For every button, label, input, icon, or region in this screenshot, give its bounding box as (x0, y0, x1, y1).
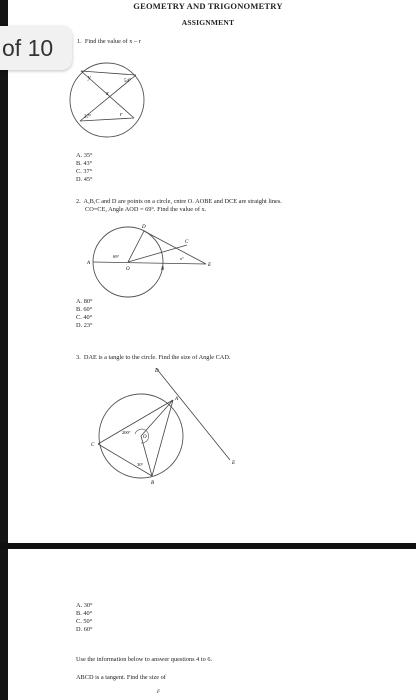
question-4-intro: ABCD is a tangent. Find the size of (76, 674, 166, 681)
question-2-line-1: A,B,C and D are points on a circle, cntre O. AOBE and DCE are straight lines. (83, 198, 282, 205)
info-text: Use the information below to answer questions 4 to 6. (76, 656, 213, 663)
question-2-line-2: CO=CE, Angle AOD = 69°. Find the value of x. (85, 206, 207, 213)
question-3-options (76, 602, 93, 634)
question-3-figure (84, 364, 244, 490)
q1-label-y: y (88, 75, 91, 81)
q1-label-54: 54° (124, 79, 131, 84)
q1-option-d[interactable]: D. 45° (76, 176, 93, 183)
q2-label-c: C (185, 240, 189, 245)
q2-label-o: O (126, 267, 130, 272)
q3-label-a: A (175, 397, 179, 402)
q3-label-c: C (91, 443, 95, 448)
q2-line-od (128, 231, 144, 262)
q1-option-b[interactable]: B. 43° (76, 160, 93, 167)
viewer-left-edge (0, 0, 8, 700)
page-count-label: of 10 (2, 34, 54, 61)
document-title: GEOMETRY AND TRIGONOMETRY (133, 1, 283, 11)
bottom-figure-label: F (157, 690, 161, 695)
question-1-options (76, 152, 93, 184)
q2-label-x: x° (180, 256, 184, 261)
q3-line-ac (98, 400, 173, 444)
q2-label-d: D (142, 225, 146, 230)
q3-label-30: 30° (137, 462, 144, 467)
q3-option-a[interactable]: A. 30° (76, 602, 93, 609)
q1-label-r: r (120, 112, 123, 118)
q3-label-b: B (151, 481, 155, 486)
q2-line-oc (128, 245, 187, 262)
q3-option-c[interactable]: C. 50° (76, 618, 93, 625)
question-2-number: 2. (76, 198, 81, 205)
q3-label-o: O (143, 435, 147, 440)
q2-label-a: A (87, 261, 91, 266)
q2-line-dce (144, 231, 206, 264)
q1-option-a[interactable]: A. 35° (76, 152, 93, 159)
q3-option-d[interactable]: D. 60° (76, 626, 93, 633)
q2-label-e: E (208, 263, 212, 268)
question-1-figure (62, 55, 152, 145)
question-3 (76, 354, 230, 361)
question-2 (76, 198, 406, 213)
question-1-number: 1. (77, 38, 82, 45)
q1-label-x: x (106, 91, 109, 97)
q2-option-b[interactable]: B. 60° (76, 306, 93, 313)
q1-label-37: 37° (84, 115, 91, 120)
question-1 (77, 38, 141, 45)
q2-option-c[interactable]: C. 40° (76, 314, 93, 321)
q1-option-c[interactable]: C. 37° (76, 168, 93, 175)
document-subtitle: ASSIGNMENT (181, 18, 235, 27)
q3-reflex-arc (135, 429, 149, 443)
q3-tangent-dae (156, 368, 230, 460)
question-1-text: Find the value of x – r (84, 38, 141, 45)
q3-label-e: E (232, 461, 236, 466)
q2-option-d[interactable]: D. 23° (76, 322, 93, 329)
q3-label-200: 200° (122, 430, 131, 435)
q2-label-b: B (161, 267, 165, 272)
q3-option-b[interactable]: B. 40° (76, 610, 93, 617)
q2-line-aobe (93, 262, 206, 264)
question-2-options (76, 298, 93, 330)
q1-circle (70, 63, 144, 137)
question-2-figure (84, 218, 218, 300)
q2-option-a[interactable]: A. 80° (76, 298, 93, 305)
question-3-number: 3. (76, 354, 81, 361)
q3-label-d: D (155, 369, 159, 374)
question-3-text: DAE is a tangle to the circle. Find the size of Angle CAD. (83, 354, 231, 361)
page-break-band (0, 543, 416, 549)
q2-label-69: 69° (113, 254, 120, 259)
